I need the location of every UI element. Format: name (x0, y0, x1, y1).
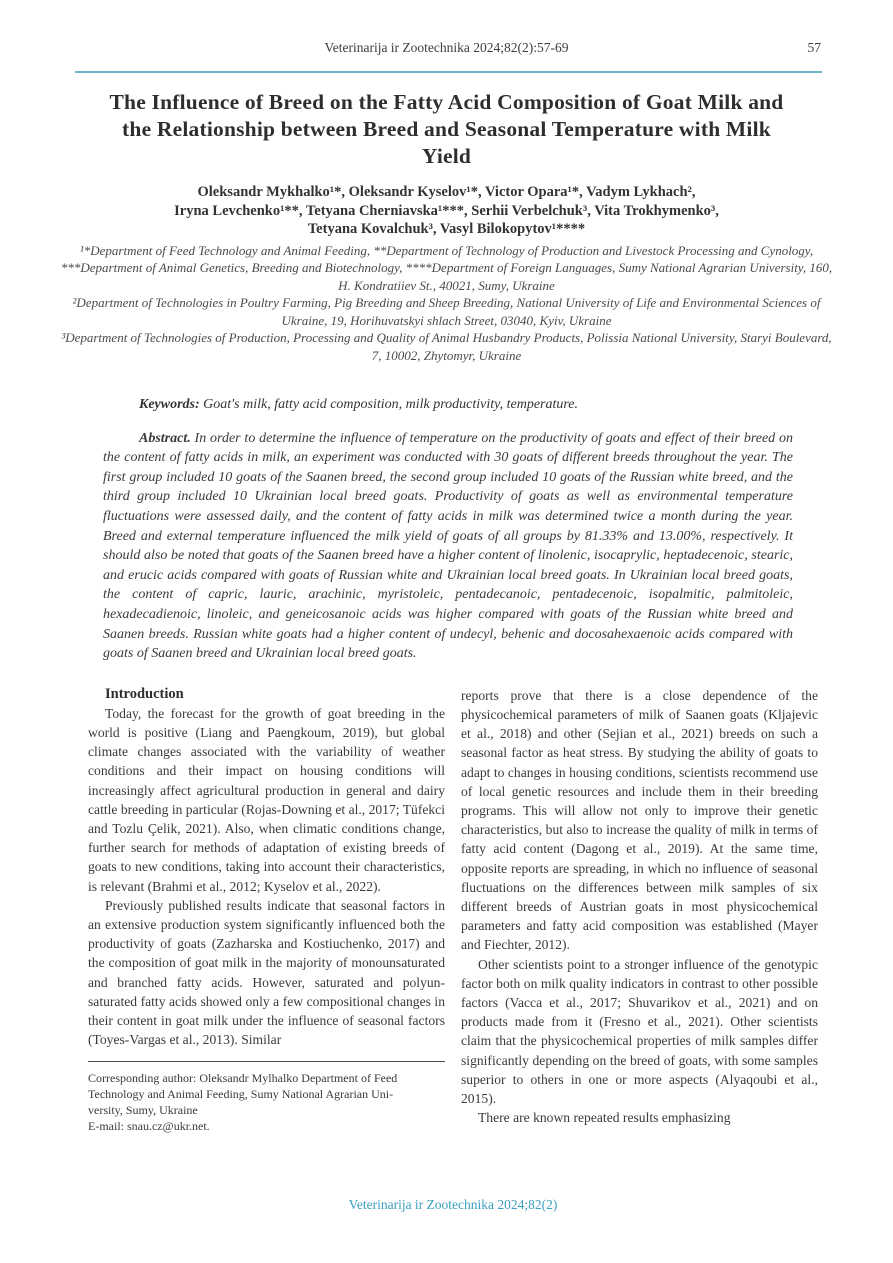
introduction-right-paragraphs-1: Other scientists point to a stronger influence of the genotypic factor both on milk quality indicators in contrast to other possible factors (Vacca et al., 2017; Shuvarikov et al., 2021) and on products made from it (Fresno et al., 2021). Other scientists claim that the physicochemical properties of milk samples differ significantly depending on the breed of goats, with some samples superior to others in one or more aspects (Alyaqoubi et al., 2015). (461, 956, 818, 1107)
page-number: 57 (807, 40, 821, 55)
corresponding-author-footnote (88, 1061, 445, 1134)
authors-2: Tetyana Kovalchuk³, Vasyl Bilokopytov¹**** (307, 221, 586, 237)
journal-footer: Veterinarija ir Zootechnika 2024;82(2) (348, 1197, 558, 1212)
affiliations-2: ³Department of Technologies of Production, Processing and Quality of Animal Husbandry Products, Polissia National University, Staryi Boulevard, 7, 10002, Zhytomyr, Ukraine (61, 330, 832, 364)
corresponding-author-footnote-2: versity, Sumy, Ukraine (88, 1103, 198, 1118)
affiliations-0: ¹*Department of Feed Technology and Animal Feeding, **Department of Technology of Production and Livestock Processing and Cynology, ***Department of Animal Genetics, Breeding and Biotechnology, ****Department of Foreign Languages, Sumy National Agrarian University, 160, H. Kondratiiev St., 40021, Sumy, Ukraine (60, 242, 833, 293)
right-column (461, 686, 818, 1135)
authors-0: Oleksandr Mykhalko¹*, Oleksandr Kyselov¹*, Victor Opara¹*, Vadym Lykhach², (197, 184, 696, 200)
abstract-label: Abstract. (139, 430, 191, 446)
keywords-line (103, 395, 793, 414)
left-column (88, 686, 445, 1135)
body-columns (88, 686, 818, 1135)
affiliations-1: ²Department of Technologies in Poultry Farming, Pig Breeding and Sheep Breeding, National University of Life and Environmental Sciences of Ukraine, 19, Horihuvatskyi shlach Street, 03040, Kyiv, Ukraine (72, 295, 821, 328)
introduction-right-paragraphs (461, 686, 818, 1128)
abstract-text: In order to determine the influence of temperature on the productivity of goats and effect of their breed on the content of fatty acids in milk, an experiment was conducted with 30 goats of different breeds throughout the year. The first group included 10 goats of the Saanen breed, the second group included 10 goats of the Russian white breed, and the third group included 10 Ukrainian local breed goats. Productivity of goats as well as environmental temperature fluctuations were assessed daily, and the content of fatty acids in milk was determined twice a month during the year. Breed and external temperature influenced the milk yield of goats of all groups by 81.33% and 13.00%, respectively. It should also be noted that goats of the Saanen breed have a higher content of linolenic, isocaprylic, heptadecenoic, stearic, and erucic acids compared with goats of Russian white and Ukrainian local breed goats. In Ukrainian local breed goats, the content of capric, lauric, arachinic, myristoleic, pentadecanoic, pentadecenoic, isopalmitic, palmitoleic, hexadecadienoic, linoleic, and geneicosanoic acids was higher compared with goats of the Russian white breed and Saanen breeds. Russian white goats had a higher content of undecyl, behenic and docosahexaenoic acids compared with goats of Saanen breed and Ukrainian local breed goats. (103, 430, 793, 662)
introduction-right-paragraphs-2: There are known repeated results emphasizing (478, 1110, 731, 1126)
keywords-label: Keywords: (139, 396, 200, 412)
introduction-left-paragraphs (88, 704, 445, 1050)
introduction-right-paragraphs-0: reports prove that there is a close dependence of the physicochemical parameters of milk of Saanen goats (Kljajevic et al., 2018) and other (Sejian et al., 2021) breeds on such a seasonal factor as heat stress. By studying the ability of goats to adapt to changes in housing conditions, scientists recommend use of local genetic resources and include them in their breeding programs. This will allow not only to improve their genetic characteristics, but also to increase the quality of milk in terms of fatty acid content (Dagong et al., 2019). At the same time, opposite reports are spreading, in which no influence of seasonal fluctuations on the differences between milk samples of six different breeds of Austrian goats in most physicochemical parameters and fatty acid composition was established (Mayer and Fiechter, 2012). (461, 687, 818, 953)
corresponding-author-footnote-0: Corresponding author: Oleksandr Mylhalko Department of Feed (88, 1071, 398, 1086)
affiliations (60, 242, 833, 365)
journal-reference: Veterinarija ir Zootechnika 2024;82(2):57-69 (324, 40, 569, 55)
authors (0, 183, 893, 239)
corresponding-author-footnote-1: Technology and Animal Feeding, Sumy National Agrarian Uni- (88, 1087, 394, 1102)
abstract (103, 429, 793, 664)
article-title: The Influence of Breed on the Fatty Acid Composition of Goat Milk and the Relationship between Breed and Seasonal Temperature with Milk Yield (109, 90, 784, 168)
introduction-left-paragraphs-0: Today, the forecast for the growth of goat breeding in the world is positive (Liang and Paengkoum, 2019), but global climate changes associated with the variability of weather conditions and their impact on housing conditions will increasingly affect agricultural production in general and dairy cattle breeding in particular (Rojas-Downing et al., 2017; Tüfekci and Tozlu Çelik, 2021). Also, when climatic conditions change, further search for methods of adaptation of existing breeds of goats to new conditions, taking into account their characteristics, is relevant (Brahmi et al., 2012; Kyselov et al., 2022). (88, 705, 445, 894)
header-rule (75, 71, 822, 73)
running-head (0, 0, 893, 60)
authors-1: Iryna Levchenko¹**, Tetyana Cherniavska¹***, Serhii Verbelchuk³, Vita Trokhymenko³, (174, 202, 719, 219)
introduction-heading: Introduction (105, 685, 184, 702)
corresponding-author-footnote-3: E-mail: snau.cz@ukr.net. (88, 1118, 210, 1133)
introduction-left-paragraphs-1: Previously published results indicate that seasonal factors in an extensive production system significantly influenced both the productivity of goats (Zazharska and Kostiuchenko, 2017) and the composition of goat milk in the majority of monounsaturated and branched fatty acids. However, saturated and polyun-saturated fatty acids showed only a few compositional changes in their content in goat milk under the influence of seasonal factors (Toyes-Vargas et al., 2013). Similar (88, 897, 445, 1048)
keywords-text: Goat's milk, fatty acid composition, milk productivity, temperature. (199, 396, 579, 412)
